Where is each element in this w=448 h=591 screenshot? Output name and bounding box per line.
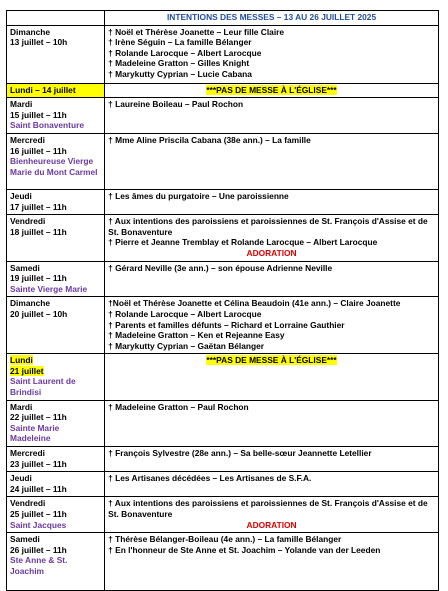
date-label: 19 juillet – 11h (10, 273, 67, 284)
day-label: Dimanche (10, 26, 51, 37)
table-row (7, 215, 439, 261)
table-row (7, 83, 439, 98)
intentions-document (6, 10, 439, 591)
intention-cell (105, 133, 439, 189)
date-cell (7, 497, 105, 533)
saint-label: Saint Bonaventure (10, 120, 84, 131)
intention-entry: † Les Artisanes décédées – Les Artisanes de S.F.A. (108, 473, 312, 484)
table-row (7, 189, 439, 214)
date-label: 20 juillet – 10h (10, 308, 68, 319)
date-cell (7, 189, 105, 214)
table-row (7, 133, 439, 189)
intention-entry: † Noël et Thérèse Joanette – Leur fille Claire (108, 26, 285, 37)
adoration-note: ADORATION (246, 519, 297, 530)
date-label: 24 juillet – 11h (10, 483, 67, 494)
date-cell (7, 98, 105, 134)
intention-entry: † Marykutty Cyprian – Lucie Cabana (108, 68, 252, 79)
saint-label: Sainte Vierge Marie (10, 283, 88, 294)
intention-entry: † Madeleine Gratton – Ken et Rejeanne Easy (108, 330, 285, 341)
date-cell (7, 133, 105, 189)
date-label: 13 juillet – 10h (10, 37, 68, 48)
intention-cell (105, 215, 439, 261)
intention-entry: † Parents et familles défunts – Richard et Lorraine Gauthier (108, 319, 345, 330)
intention-entry: † Irène Séguin – La famille Bélanger (108, 37, 252, 48)
table-row (7, 297, 439, 354)
table-row (7, 447, 439, 472)
intention-cell (105, 472, 439, 497)
date-cell (7, 472, 105, 497)
saint-label: Ste Anne & St. Joachim (10, 555, 68, 576)
day-label: Mercredi (10, 448, 45, 459)
day-label: Vendredi (10, 216, 46, 227)
day-label: Dimanche (10, 298, 51, 309)
intention-cell (105, 400, 439, 446)
intention-entry: † Les âmes du purgatoire – Une paroissienne (108, 190, 289, 201)
intention-cell (105, 98, 439, 134)
day-label: Mercredi (10, 134, 45, 145)
adoration-note: ADORATION (246, 247, 297, 258)
date-label: 15 juillet – 11h (10, 109, 67, 120)
day-label: Lundi – 14 juillet (10, 84, 76, 95)
day-label: Mardi (10, 401, 33, 412)
date-cell (7, 400, 105, 446)
no-mass-notice: ***PAS DE MESSE À L'ÉGLISE*** (206, 84, 337, 95)
table-row (7, 400, 439, 446)
intention-entry: † Marykutty Cyprian – Gaëtan Bélanger (108, 340, 265, 351)
intention-cell (105, 497, 439, 533)
date-label: 26 juillet – 11h (10, 544, 67, 555)
day-label: Jeudi (10, 190, 32, 201)
intention-entry: † François Sylvestre (28e ann.) – Sa belle-sœur Jeannette Letellier (108, 448, 372, 459)
page-title: INTENTIONS DES MESSES – 13 AU 26 JUILLET 2025 (105, 11, 439, 26)
header-empty-cell (7, 11, 105, 26)
day-label: Jeudi (10, 473, 32, 484)
intention-entry: † Aux intentions des paroissiens et paroissiennes de St. François d'Assise et de St. Bonaventure (108, 216, 428, 237)
date-label: 18 juillet – 11h (10, 226, 67, 237)
table-row (7, 533, 439, 591)
saint-label: Saint Laurent de Brindisi (10, 376, 76, 398)
intention-cell (105, 354, 439, 400)
date-cell (7, 25, 105, 83)
intention-entry: † Madeleine Gratton – Gilles Knight (108, 58, 250, 69)
intention-cell (105, 83, 439, 98)
intention-entry: † Madeleine Gratton – Paul Rochon (108, 401, 249, 412)
date-cell (7, 215, 105, 261)
table-row (7, 261, 439, 297)
intention-entry: † Gérard Neville (3e ann.) – son épouse Adrienne Neville (108, 262, 333, 273)
table-row (7, 472, 439, 497)
intention-cell (105, 189, 439, 214)
date-cell (7, 533, 105, 591)
intention-entry: † Thérèse Bélanger-Boileau (4e ann.) – La famille Bélanger (108, 534, 342, 545)
day-label: Samedi (10, 534, 40, 545)
saint-label: Saint Jacques (10, 519, 67, 530)
intention-entry: † Pierre et Jeanne Tremblay et Rolande Larocque – Albert Larocque (108, 237, 378, 248)
intention-entry: † Rolande Larocque – Albert Larocque (108, 308, 262, 319)
intention-entry: † Laureine Boileau – Paul Rochon (108, 99, 244, 110)
intention-cell (105, 533, 439, 591)
intentions-table (6, 10, 439, 591)
intention-entry: † Aux intentions des paroissiens et paroissiennes de St. François d'Assise et de St. Bonaventure (108, 498, 428, 519)
no-mass-notice: ***PAS DE MESSE À L'ÉGLISE*** (206, 355, 337, 366)
intention-entry: † Mme Aline Priscila Cabana (38e ann.) – La famille (108, 134, 311, 145)
table-row (7, 98, 439, 134)
intention-entry: †Noël et Thérèse Joanette et Célina Beaudoin (41e ann.) – Claire Joanette (108, 298, 401, 309)
day-label: Lundi (10, 355, 33, 366)
table-row (7, 497, 439, 533)
intention-cell (105, 261, 439, 297)
date-label: 25 juillet – 11h (10, 509, 67, 519)
header-row (7, 11, 439, 26)
table-row (7, 25, 439, 83)
date-label: 21 juillet (10, 365, 44, 376)
intention-cell (105, 447, 439, 472)
date-label: 16 juillet – 11h (10, 145, 67, 156)
date-cell (7, 261, 105, 297)
intention-entry: † En l'honneur de Ste Anne et St. Joachim – Yolande van der Leeden (108, 544, 381, 555)
date-cell (7, 354, 105, 400)
date-label: 17 juillet – 11h (10, 201, 67, 212)
table-row (7, 354, 439, 400)
day-label: Vendredi (10, 498, 46, 509)
saint-label: Bienheureuse Vierge Marie du Mont Carmel (10, 156, 98, 177)
intention-entry: † Rolande Larocque – Albert Larocque (108, 47, 262, 58)
intention-cell (105, 297, 439, 354)
day-label: Samedi (10, 262, 40, 273)
date-label: 22 juillet – 11h (10, 412, 67, 423)
day-label: Mardi (10, 99, 33, 110)
date-cell (7, 447, 105, 472)
intention-cell (105, 25, 439, 83)
date-cell (7, 297, 105, 354)
saint-label: Sainte Marie Madeleine (10, 422, 60, 444)
date-label: 23 juillet – 11h (10, 458, 67, 469)
date-cell (7, 83, 105, 98)
